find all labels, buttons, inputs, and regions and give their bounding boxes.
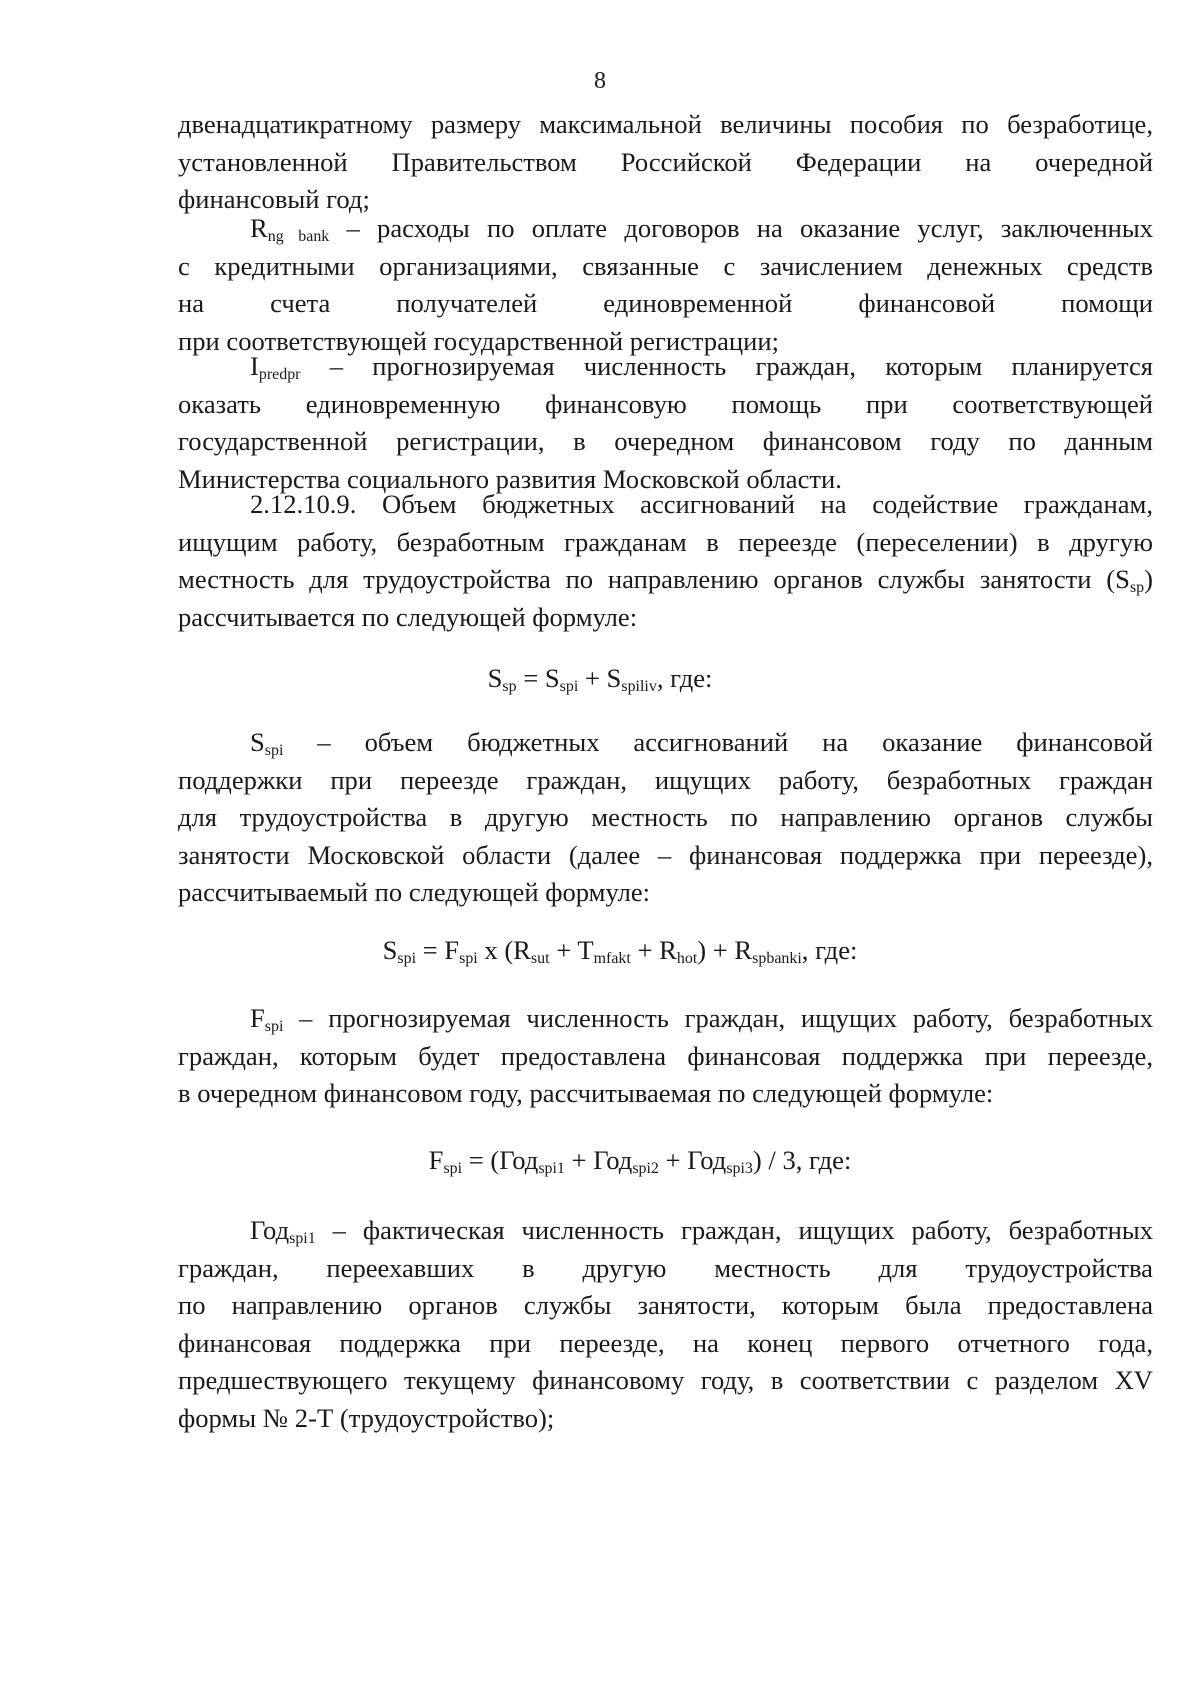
text-line: граждан, которым будет предоставлена финансовая поддержка при переезде, (178, 1040, 1153, 1071)
formula-subscript: spi3 (726, 1159, 753, 1177)
formula-subscript: spi (443, 1159, 463, 1177)
variable-subscript: ng bank (267, 227, 330, 245)
text-line: по направлению органов службы занятости, которым была предоставлена (178, 1290, 1153, 1321)
formula-part: , где: (801, 935, 858, 965)
formula-fspi (0, 1142, 1200, 1180)
text-line: двенадцатикратному размеру максимальной величины пособия по безработице, (178, 109, 1153, 139)
formula-subscript: spi2 (632, 1159, 659, 1177)
formula-subscript: hot (676, 949, 698, 967)
formula-subscript: spbanki (752, 949, 802, 967)
text-line: поддержки при переезде граждан, ищущих работу, безработных граждан (178, 764, 1153, 795)
text-line: занятости Московской области (далее – финансовая поддержка при переезде), (178, 839, 1153, 870)
text-fragment: ) (1144, 564, 1153, 595)
formula-subscript: spi (559, 677, 579, 695)
formula-part: x (R (477, 935, 531, 965)
text-fragment: местность для трудоустройства по направлению органов службы занятости (S (178, 564, 1130, 595)
paragraph-godspi1 (178, 1212, 1153, 1438)
formula-part: ) + R (697, 935, 753, 965)
paragraph-continuation (178, 106, 1153, 219)
paragraph-rng-bank (178, 210, 1153, 360)
formula-part: = F (416, 935, 460, 965)
variable-symbol: S (250, 727, 265, 757)
variable-symbol: R (250, 213, 268, 243)
text-line: рассчитывается по следующей формуле: (178, 601, 638, 632)
formula-part: , где: (656, 663, 713, 693)
paragraph-2-12-10-9 (178, 486, 1153, 636)
paragraph-ipredpr (178, 348, 1153, 498)
formula-part: ) / 3, где: (752, 1145, 852, 1175)
variable-subscript: spi (264, 741, 284, 759)
text-line: 2.12.10.9. Объем бюджетных ассигнований на содействие гражданам, (250, 489, 1153, 519)
formula-ssp (0, 660, 1200, 698)
formula-part: S (487, 663, 503, 693)
formula-subscript: sut (530, 949, 550, 967)
formula-subscript: spi1 (538, 1159, 565, 1177)
paragraph-fspi (178, 1000, 1153, 1113)
variable-subscript: predpr (258, 365, 301, 383)
formula-sspi (0, 932, 1200, 970)
text-line (178, 1000, 1153, 1038)
text-line: рассчитываемый по следующей формуле: (178, 877, 651, 908)
text-line: для трудоустройства в другую местность по направлению органов службы (178, 802, 1153, 833)
text-line: с кредитными организациями, связанные с зачислением денежных средств (178, 250, 1153, 281)
text-fragment: – расходы по оплате договоров на оказание услуг, заключенных (329, 213, 1154, 243)
text-line: при соответствующей государственной регистрации; (178, 325, 779, 356)
formula-part: = S (516, 663, 560, 693)
text-line: Министерства социального развития Московской области. (178, 463, 842, 494)
text-fragment: – объем бюджетных ассигнований на оказание финансовой (283, 727, 1153, 757)
variable-subscript: spi (264, 1017, 284, 1035)
formula-subscript: spi (397, 949, 417, 967)
formula-part: + Год (658, 1145, 727, 1175)
text-line: ищущим работу, безработным гражданам в переезде (переселении) в другую (178, 526, 1153, 557)
formula-part: F (428, 1145, 444, 1175)
formula-part: = (Год (462, 1145, 539, 1175)
formula-part: S (382, 935, 398, 965)
text-line: финансовая поддержка при переезде, на конец первого отчетного года, (178, 1327, 1153, 1358)
text-line: предшествующего текущему финансовому году, в соответствии с разделом XV (178, 1365, 1153, 1396)
variable-subscript: sp (1129, 579, 1145, 597)
formula-subscript: mfakt (593, 949, 631, 967)
variable-symbol: I (250, 351, 259, 381)
text-line: государственной регистрации, в очередном финансовом году по данным (178, 426, 1153, 457)
text-line: граждан, переехавших в другую местность для трудоустройства (178, 1252, 1153, 1283)
formula-part: + T (549, 935, 594, 965)
text-line (178, 348, 1153, 386)
text-line: в очередном финансовом году, рассчитываемая по следующей формуле: (178, 1078, 994, 1109)
text-line: финансовый год; (178, 184, 370, 215)
text-line (178, 724, 1153, 762)
text-line (178, 1212, 1153, 1250)
text-line (178, 210, 1153, 248)
text-line: установленной Правительством Российской Федерации на очередной (178, 146, 1153, 177)
variable-subscript: spi1 (289, 1229, 316, 1247)
variable-symbol: Год (250, 1215, 290, 1245)
formula-subscript: sp (502, 677, 517, 695)
page-number: 8 (594, 68, 606, 94)
formula-part: + R (630, 935, 677, 965)
formula-part: + Год (564, 1145, 633, 1175)
text-line: оказать единовременную финансовую помощь при соответствующей (178, 388, 1153, 419)
text-line: на счета получателей единовременной финансовой помощи (178, 288, 1153, 319)
formula-subscript: spi (459, 949, 478, 967)
text-line: формы № 2-Т (трудоустройство); (178, 1402, 555, 1433)
formula-part: + S (578, 663, 622, 693)
text-fragment: – прогнозируемая численность граждан, ищущих работу, безработных (283, 1003, 1153, 1033)
paragraph-sspi (178, 724, 1153, 912)
formula-subscript: spiliv (621, 677, 657, 695)
variable-symbol: F (250, 1003, 265, 1033)
text-fragment: – фактическая численность граждан, ищущих работу, безработных (315, 1215, 1153, 1245)
text-fragment: – прогнозируемая численность граждан, которым планируется (300, 351, 1153, 381)
text-line (178, 561, 1153, 599)
